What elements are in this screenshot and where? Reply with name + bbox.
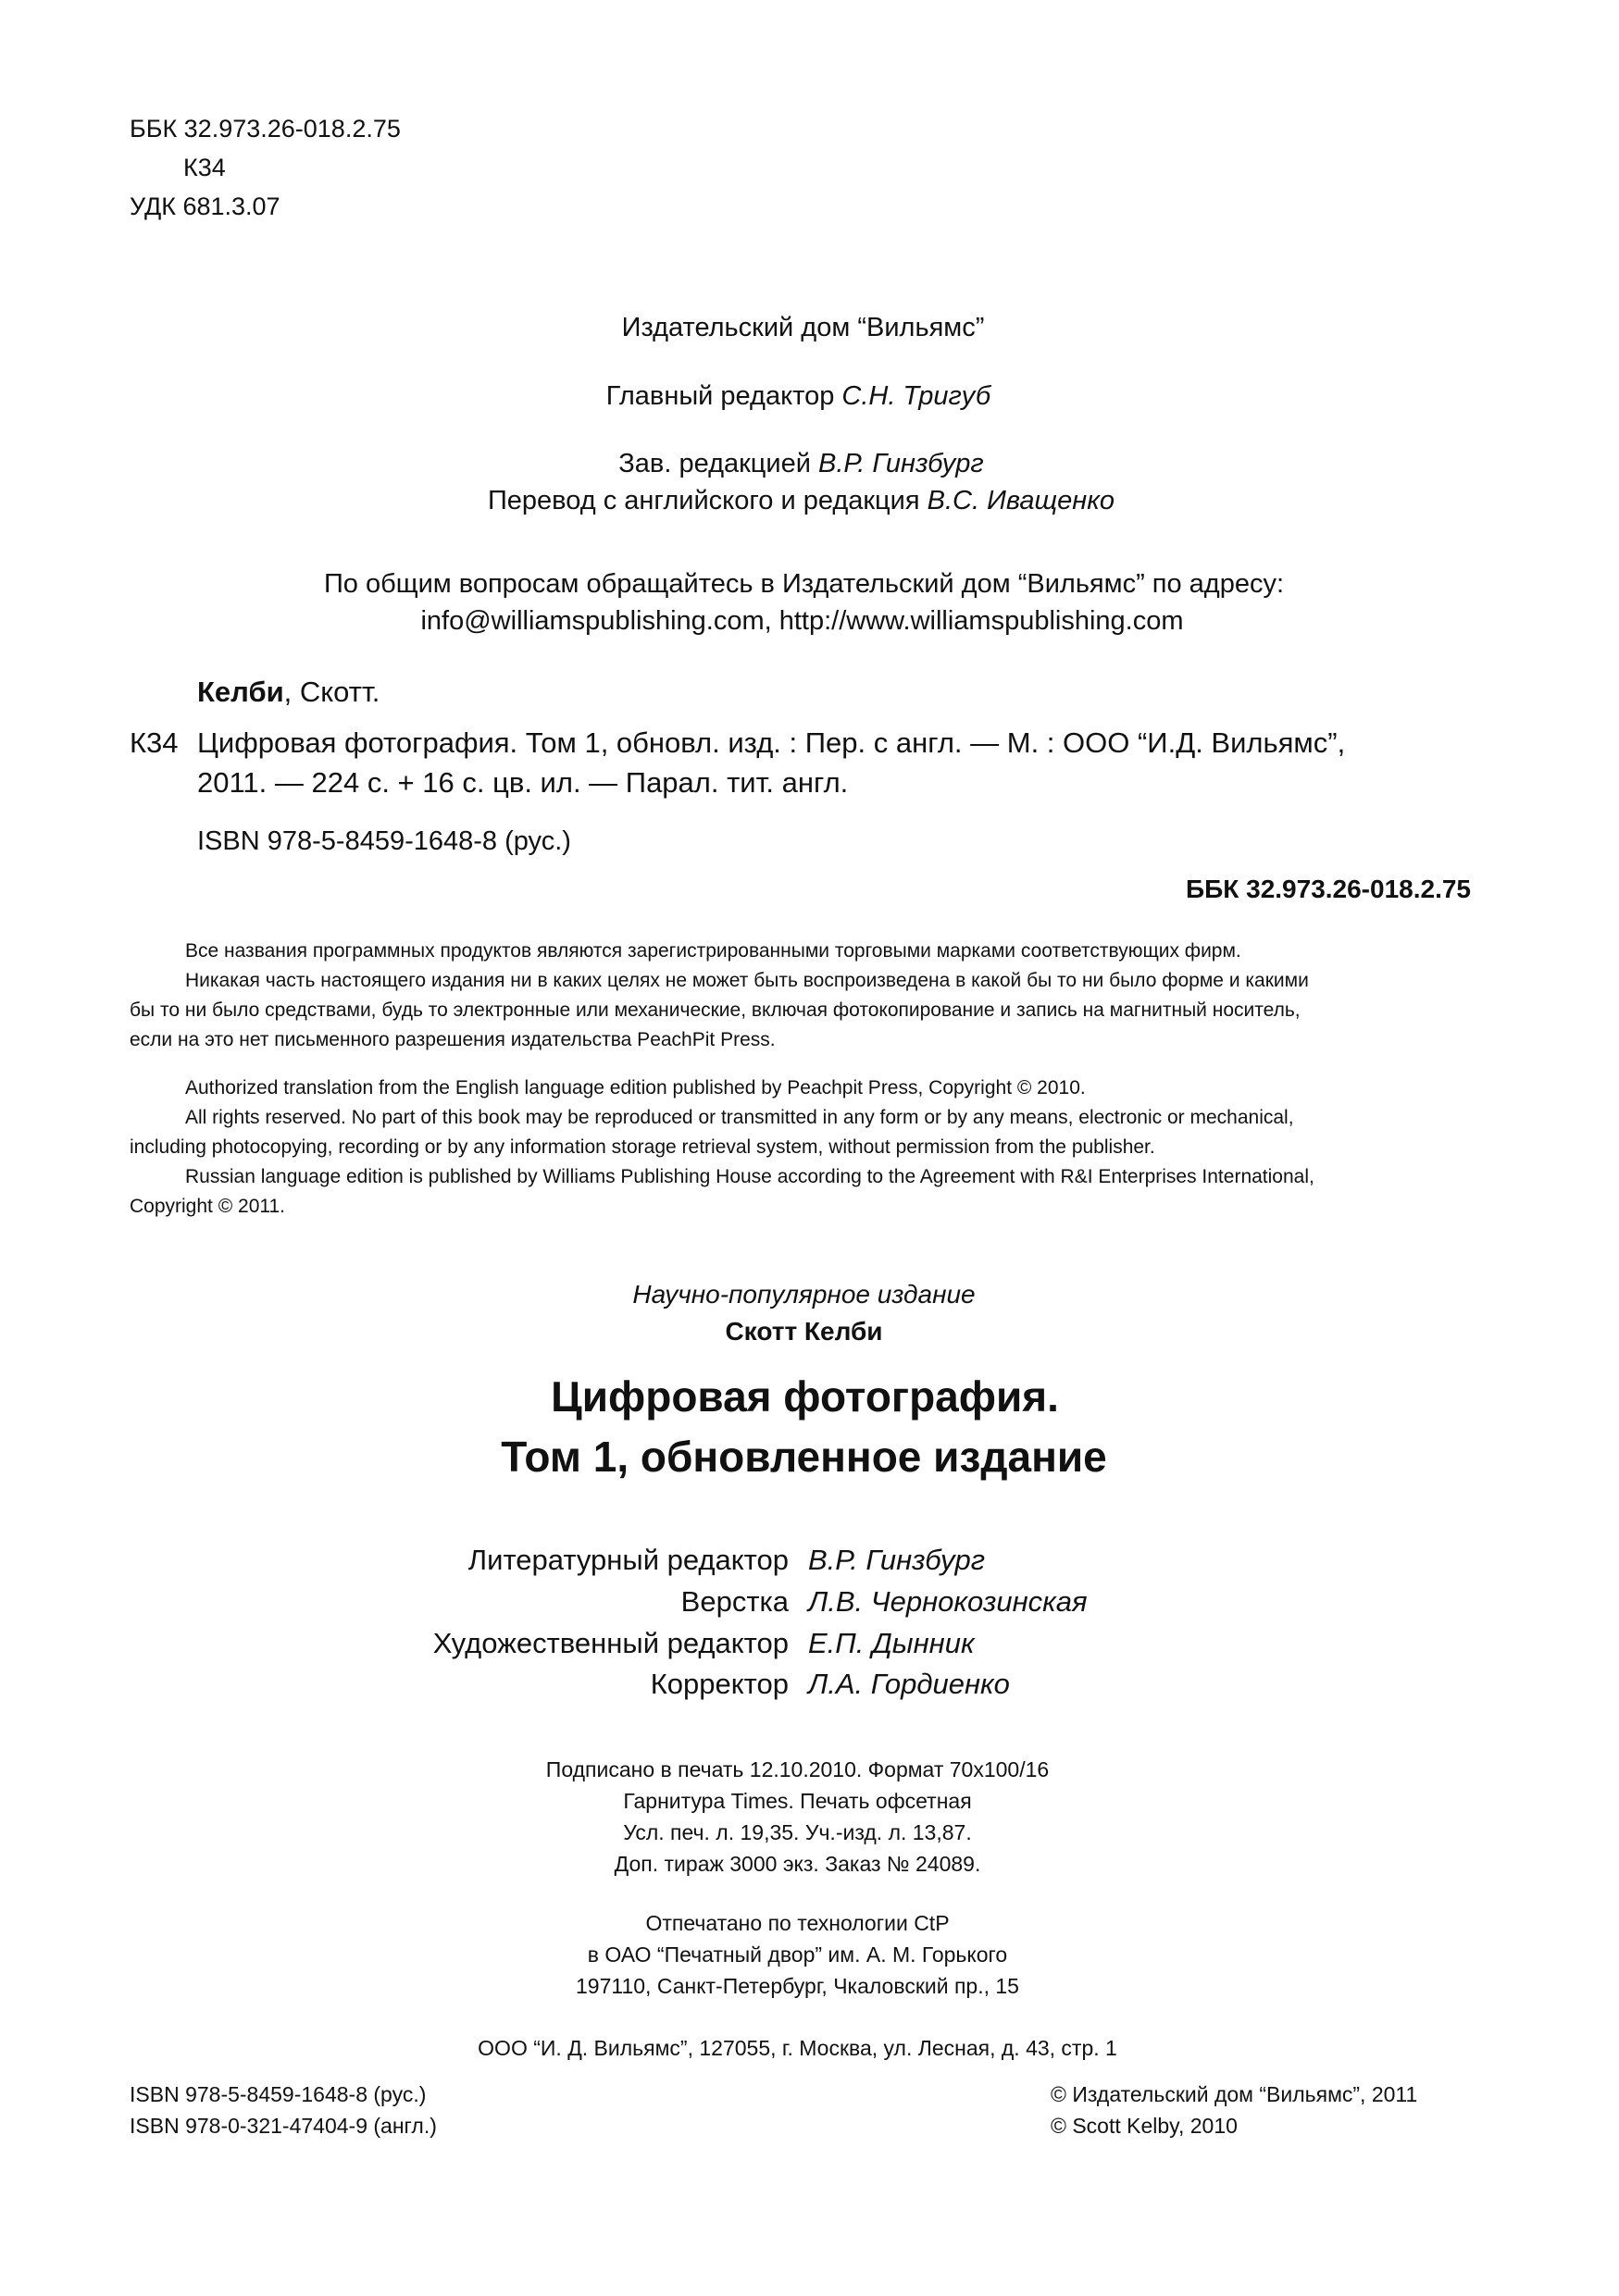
legal-en-line-5: Copyright © 2011. (130, 1196, 286, 1217)
translation-line (0, 486, 1611, 516)
credit-name: В.Р. Гинзбург (808, 1544, 986, 1576)
credit-role: Корректор (650, 1668, 789, 1700)
contact-line: По общим вопросам обращайтесь в Издательский дом “Вильямс” по адресу: (323, 569, 1285, 599)
author-mark: К34 (183, 154, 226, 181)
catalog-author (197, 676, 380, 709)
bbk-code: ББК 32.973.26-018.2.75 (130, 115, 401, 143)
legal-ru-line-3: бы то ни было средствами, будь то электронные или механические, включая фотокопирование и запись на магнитный носитель, (130, 999, 1301, 1021)
footer-copyright-ru: © Издательский дом “Вильямс”, 2011 (1051, 2082, 1418, 2106)
legal-en-line-2: All rights reserved. No part of this book may be reproduced or transmitted in any form or by any means, electronic or mechanical, (185, 1107, 1294, 1128)
printer-line-3: 197110, Санкт-Петербург, Чкаловский пр., 15 (576, 1974, 1019, 1998)
head-editorial-line (0, 449, 1611, 479)
credit-name: Л.А. Гордиенко (808, 1668, 1010, 1700)
printer-line-2: в ОАО “Печатный двор” им. А. М. Горького (587, 1942, 1008, 1967)
chief-editor-line (0, 381, 1608, 412)
print-info-line-2: Гарнитура Times. Печать офсетная (623, 1789, 972, 1813)
credit-role: Литературный редактор (467, 1544, 789, 1576)
credit-row (0, 1627, 1619, 1664)
udk-code: УДК 681.3.07 (130, 192, 280, 220)
credit-row (0, 1544, 1619, 1581)
catalog-author-surname: Келби (197, 676, 284, 708)
legal-ru (130, 937, 1472, 1055)
edition-genre: Научно-популярное издание (632, 1280, 976, 1309)
legal-en-line-3: including photocopying, recording or by any information storage retrieval system, without permission from the publisher. (130, 1136, 1155, 1158)
edition-title-line-1: Цифровая фотография. (551, 1372, 1059, 1421)
catalog-isbn: ISBN 978-5-8459-1648-8 (рус.) (197, 826, 571, 856)
translation-label: Перевод с английского и редакция (487, 486, 920, 515)
footer-isbn-ru: ISBN 978-5-8459-1648-8 (рус.) (130, 2082, 427, 2106)
translation-name: В.С. Иващенко (927, 486, 1115, 515)
chief-editor-name: С.Н. Тригуб (841, 381, 991, 411)
footer-isbn-en: ISBN 978-0-321-47404-9 (англ.) (130, 2114, 437, 2138)
publisher-address: ООО “И. Д. Вильямс”, 127055, г. Москва, ул. Лесная, д. 43, стр. 1 (478, 2036, 1117, 2060)
credit-name: Е.П. Дынник (808, 1627, 975, 1659)
legal-ru-line-4: если на это нет письменного разрешения издательства PeachPit Press. (130, 1029, 776, 1050)
catalog-description-1: Цифровая фотография. Том 1, обновл. изд. : Пер. с англ. — М. : ООО “И.Д. Вильямс”, (197, 726, 1346, 759)
head-editorial-label: Зав. редакцией (618, 449, 811, 478)
printer-line-1: Отпечатано по технологии CtP (645, 1911, 950, 1935)
catalog-author-rest: , Скотт. (283, 676, 380, 708)
credit-role: Художественный редактор (432, 1627, 789, 1659)
classification-block (130, 109, 401, 226)
contact-emails: info@williamspublishing.com, http://www.williamspublishing.com (420, 606, 1184, 636)
credit-row (0, 1585, 1619, 1622)
legal-en-line-4: Russian language edition is published by Williams Publishing House according to the Agreement with R&I Enterprises International, (185, 1166, 1314, 1187)
print-info (0, 1754, 1607, 1880)
print-info-line-3: Усл. печ. л. 19,35. Уч.-изд. л. 13,87. (623, 1820, 972, 1844)
edition-title-line-2: Том 1, обновленное издание (501, 1433, 1107, 1481)
head-editorial-name: В.Р. Гинзбург (818, 449, 984, 478)
legal-ru-line-1: Все названия программных продуктов являются зарегистрированными торговыми марками соответствующих фирм. (185, 940, 1241, 962)
publisher-name: Издательский дом “Вильямс” (621, 313, 985, 342)
printer-info (0, 1907, 1607, 2002)
footer-copyright-en: © Scott Kelby, 2010 (1051, 2114, 1238, 2138)
credit-row (0, 1668, 1619, 1705)
credit-role: Верстка (680, 1585, 789, 1618)
catalog-bbk: ББК 32.973.26-018.2.75 (1186, 875, 1471, 903)
print-info-line-4: Доп. тираж 3000 экз. Заказ № 24089. (614, 1852, 981, 1876)
print-info-line-1: Подписано в печать 12.10.2010. Формат 70x100/16 (545, 1757, 1050, 1781)
catalog-description-2: 2011. — 224 с. + 16 с. цв. ил. — Парал. тит. англ. (197, 766, 849, 799)
credit-name: Л.В. Чернокозинская (808, 1585, 1088, 1618)
chief-editor-label: Главный редактор (605, 381, 835, 411)
legal-en-line-1: Authorized translation from the English language edition published by Peachpit Press, Copyright © 2010. (185, 1077, 1086, 1098)
footer-isbn (130, 2079, 437, 2141)
catalog-mark: К34 (130, 726, 179, 759)
edition-author: Скотт Келби (725, 1317, 883, 1346)
legal-ru-line-2: Никакая часть настоящего издания ни в каких целях не может быть воспроизведена в какой бы то ни было форме и какими (185, 970, 1309, 991)
footer-copyright (1051, 2079, 1417, 2141)
legal-en (130, 1074, 1472, 1222)
